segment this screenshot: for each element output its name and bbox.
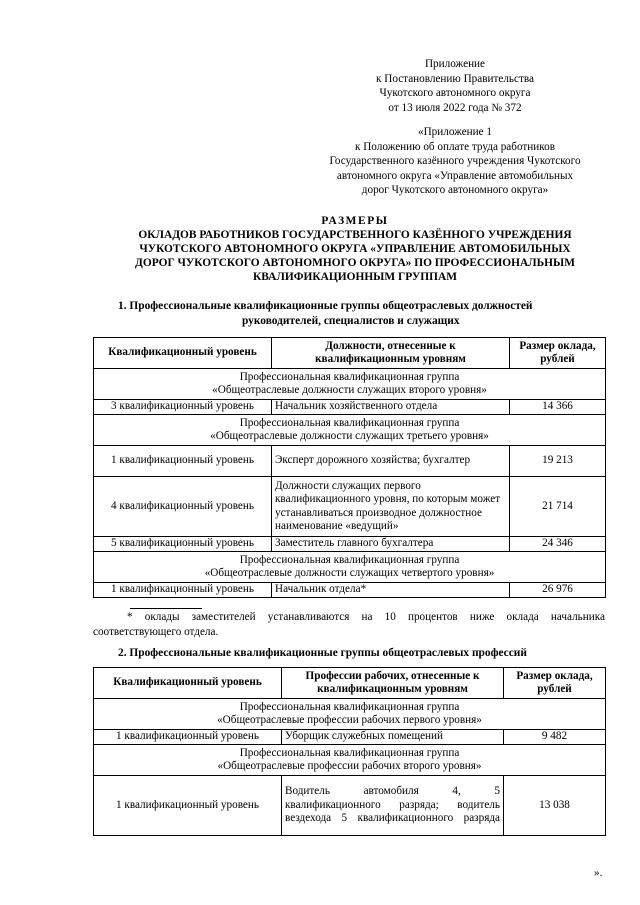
title-line: ЧУКОТСКОГО АВТОНОМНОГО ОКРУГА «УПРАВЛЕНИЕ АВТОМОБИЛЬНЫХ: [139, 243, 571, 255]
table-row: [94, 583, 606, 598]
profession-cell: Водитель автомобиля 4, 5 квалификационного разряда; водитель вездехода 5 квалификационного разряда: [282, 776, 504, 836]
level-cell: 1 квалификационный уровень: [94, 776, 282, 836]
section1-table: [93, 337, 606, 598]
level-cell: 1 квалификационный уровень: [94, 730, 282, 745]
appendix1-line: «Приложение 1: [417, 126, 493, 138]
appendix1-line: автономного округа «Управление автомобильных: [336, 169, 574, 182]
appendix-line: от 13 июля 2022 года № 372: [388, 101, 522, 114]
position-cell: Должности служащих первого квалификационного уровня, по которым может устанавливаться производное должностное наименование «ведущий»: [272, 477, 510, 537]
salary-cell: 19 213: [510, 446, 606, 477]
salary-cell: 9 482: [504, 730, 606, 745]
appendix-line: Чукотского автономного округа: [379, 87, 531, 100]
group-cell: [94, 415, 606, 446]
group-name: «Общеотраслевые должности служащих второго уровня»: [212, 384, 487, 396]
header-salary: Размер оклада, рублей: [504, 668, 606, 699]
table-row: [94, 730, 606, 745]
group-cell: [94, 552, 606, 583]
position-cell: Заместитель главного бухгалтера: [272, 537, 510, 552]
table-row: [94, 537, 606, 552]
group-row: [94, 699, 606, 730]
group-title: Профессиональная квалификационная группа: [239, 700, 460, 713]
table-header-row: [94, 338, 606, 369]
appendix1-line: дорог Чукотского автономного округа»: [361, 184, 549, 197]
position-cell: Эксперт дорожного хозяйства; бухгалтер: [272, 446, 510, 477]
table-header-row: [94, 668, 606, 699]
header-position: Должности, отнесенные к квалификационным уровням: [272, 338, 510, 369]
group-row: [94, 369, 606, 400]
level-cell: 3 квалификационный уровень: [94, 400, 272, 415]
header-salary: Размер оклада, рублей: [510, 338, 606, 369]
group-name: «Общеотраслевые должности служащих третьего уровня»: [210, 430, 489, 442]
salary-cell: 21 714: [510, 477, 606, 537]
group-row: [94, 415, 606, 446]
appendix1-header: [300, 125, 610, 198]
footnote-separator: [130, 608, 202, 609]
group-name: «Общеотраслевые профессии рабочих второго уровня»: [217, 760, 482, 772]
level-cell: 5 квалификационный уровень: [94, 537, 272, 552]
document-title: [80, 214, 630, 284]
title-word: РАЗМЕРЫ: [321, 215, 389, 227]
group-title: Профессиональная квалификационная группа: [239, 746, 460, 759]
profession-cell: Уборщик служебных помещений: [282, 730, 504, 745]
salary-cell: 26 976: [510, 583, 606, 598]
header-profession: Профессии рабочих, отнесенные к квалификационным уровням: [282, 668, 504, 699]
appendix-line: Приложение: [424, 58, 486, 70]
table-row: [94, 400, 606, 415]
table-row: [94, 446, 606, 477]
title-line: КВАЛИФИКАЦИОННЫМ ГРУППАМ: [253, 271, 457, 283]
group-row: [94, 745, 606, 776]
position-cell: Начальник хозяйственного отдела: [272, 400, 510, 415]
position-cell: Начальник отдела*: [272, 583, 510, 598]
section1-heading-line1: 1. Профессиональные квалификационные группы общеотраслевых должностей: [118, 300, 533, 312]
closing-quote: ».: [594, 867, 603, 879]
title-line: ОКЛАДОВ РАБОТНИКОВ ГОСУДАРСТВЕННОГО КАЗЁННОГО УЧРЕЖДЕНИЯ: [138, 229, 572, 241]
salary-cell: 24 346: [510, 537, 606, 552]
header-level: Квалификационный уровень: [94, 338, 272, 369]
group-title: Профессиональная квалификационная группа: [239, 370, 460, 383]
section2-table: [93, 667, 606, 836]
level-cell: 1 квалификационный уровень: [94, 446, 272, 477]
group-cell: [94, 369, 606, 400]
group-row: [94, 552, 606, 583]
level-cell: 1 квалификационный уровень: [94, 583, 272, 598]
table-row: [94, 776, 606, 836]
table-row: [94, 477, 606, 537]
level-cell: 4 квалификационный уровень: [94, 477, 272, 537]
group-title: Профессиональная квалификационная группа: [239, 553, 460, 566]
appendix-header: [300, 57, 610, 115]
section1-heading-line2: руководителей, специалистов и служащих: [242, 315, 460, 327]
title-line: ДОРОГ ЧУКОТСКОГО АВТОНОМНОГО ОКРУГА» ПО ПРОФЕССИОНАЛЬНЫМ: [135, 257, 575, 269]
group-cell: [94, 745, 606, 776]
salary-cell: 14 366: [510, 400, 606, 415]
salary-cell: 13 038: [504, 776, 606, 836]
appendix1-line: к Положению об оплате труда работников: [354, 140, 556, 153]
group-name: «Общеотраслевые профессии рабочих первого уровня»: [217, 714, 482, 726]
appendix1-line: Государственного казённого учреждения Чукотского: [329, 155, 581, 168]
footnote: * оклады заместителей устанавливаются на 10 процентов ниже оклада начальника соответствующего отдела.: [93, 611, 605, 638]
header-level: Квалификационный уровень: [94, 668, 282, 699]
group-name: «Общеотраслевые должности служащих четвертого уровня»: [204, 567, 495, 579]
section2-heading: 2. Профессиональные квалификационные группы общеотраслевых профессий: [118, 647, 527, 659]
group-title: Профессиональная квалификационная группа: [239, 416, 460, 429]
group-cell: [94, 699, 606, 730]
appendix-line: к Постановлению Правительства: [376, 72, 534, 85]
